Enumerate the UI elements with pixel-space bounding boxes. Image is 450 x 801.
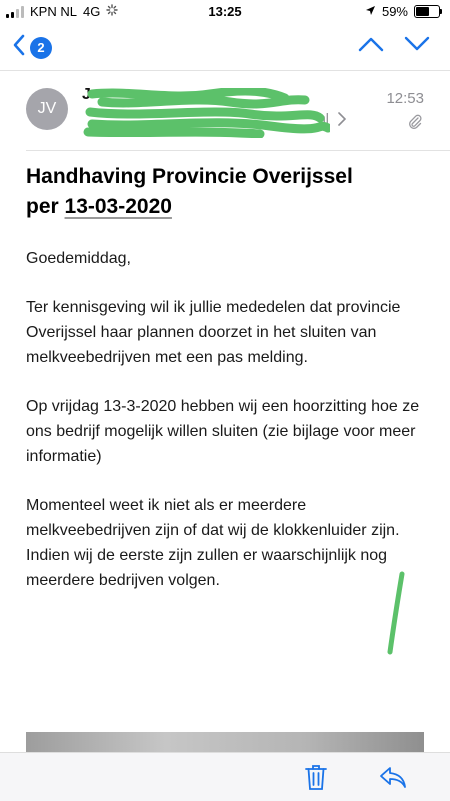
next-message-button[interactable] bbox=[404, 36, 430, 57]
paperclip-icon bbox=[408, 114, 422, 135]
chevron-up-icon bbox=[358, 39, 384, 56]
reply-icon[interactable] bbox=[378, 765, 408, 794]
status-time: 13:25 bbox=[208, 4, 242, 19]
battery-icon bbox=[414, 5, 440, 18]
carrier-label: KPN NL bbox=[30, 4, 77, 19]
paragraph-1: Ter kennisgeving wil ik jullie mededelen dat provincie Overijssel haar plannen doorzet in het sluiten van melkveebedrijven met een pas melding. bbox=[26, 299, 401, 366]
nav-bar bbox=[0, 28, 450, 66]
sender-name[interactable]: J bbox=[82, 86, 91, 103]
message-body bbox=[26, 246, 431, 617]
subject-date-link[interactable]: 13-03-2020 bbox=[64, 195, 172, 218]
paragraph-3: Momenteel weet ik niet als er meerdere melkveebedrijven zijn of dat wij de klokkenluider zijn. Indien wij de eerste zijn zullen er waarschijnlijk nog meerdere bedrijven volgen. bbox=[26, 497, 400, 589]
header-divider bbox=[26, 150, 450, 151]
message-time: 12:53 bbox=[386, 90, 424, 107]
trash-icon[interactable] bbox=[304, 763, 328, 796]
bottom-toolbar bbox=[0, 752, 450, 801]
battery-percent: 59% bbox=[381, 4, 408, 19]
chevron-down-icon bbox=[404, 39, 430, 56]
avatar[interactable]: JV bbox=[26, 88, 68, 130]
message-header[interactable] bbox=[0, 84, 450, 148]
redaction-mark bbox=[80, 88, 330, 138]
paragraph-2: Op vrijdag 13-3-2020 hebben wij een hoorzitting hoe ze ons bedrijf mogelijk willen sluiten (zie bijlage voor meer informatie) bbox=[26, 398, 420, 465]
subject-line-1: Handhaving Provincie Overijssel bbox=[26, 165, 353, 188]
nav-divider bbox=[0, 70, 450, 71]
back-button[interactable] bbox=[12, 34, 52, 61]
location-icon bbox=[365, 4, 376, 19]
recipients-label[interactable]: nl bbox=[318, 110, 329, 126]
chevron-right-icon[interactable] bbox=[338, 112, 346, 131]
unread-count-badge: 2 bbox=[30, 37, 52, 59]
greeting: Goedemiddag, bbox=[26, 250, 131, 267]
chevron-left-icon bbox=[12, 34, 26, 61]
subject-prefix: per bbox=[26, 195, 59, 218]
message-subject bbox=[26, 162, 426, 222]
previous-message-button[interactable] bbox=[358, 36, 384, 57]
network-label: 4G bbox=[82, 4, 101, 19]
green-pen-mark bbox=[380, 568, 410, 658]
status-bar bbox=[0, 0, 450, 24]
attachment-preview[interactable] bbox=[26, 732, 424, 754]
